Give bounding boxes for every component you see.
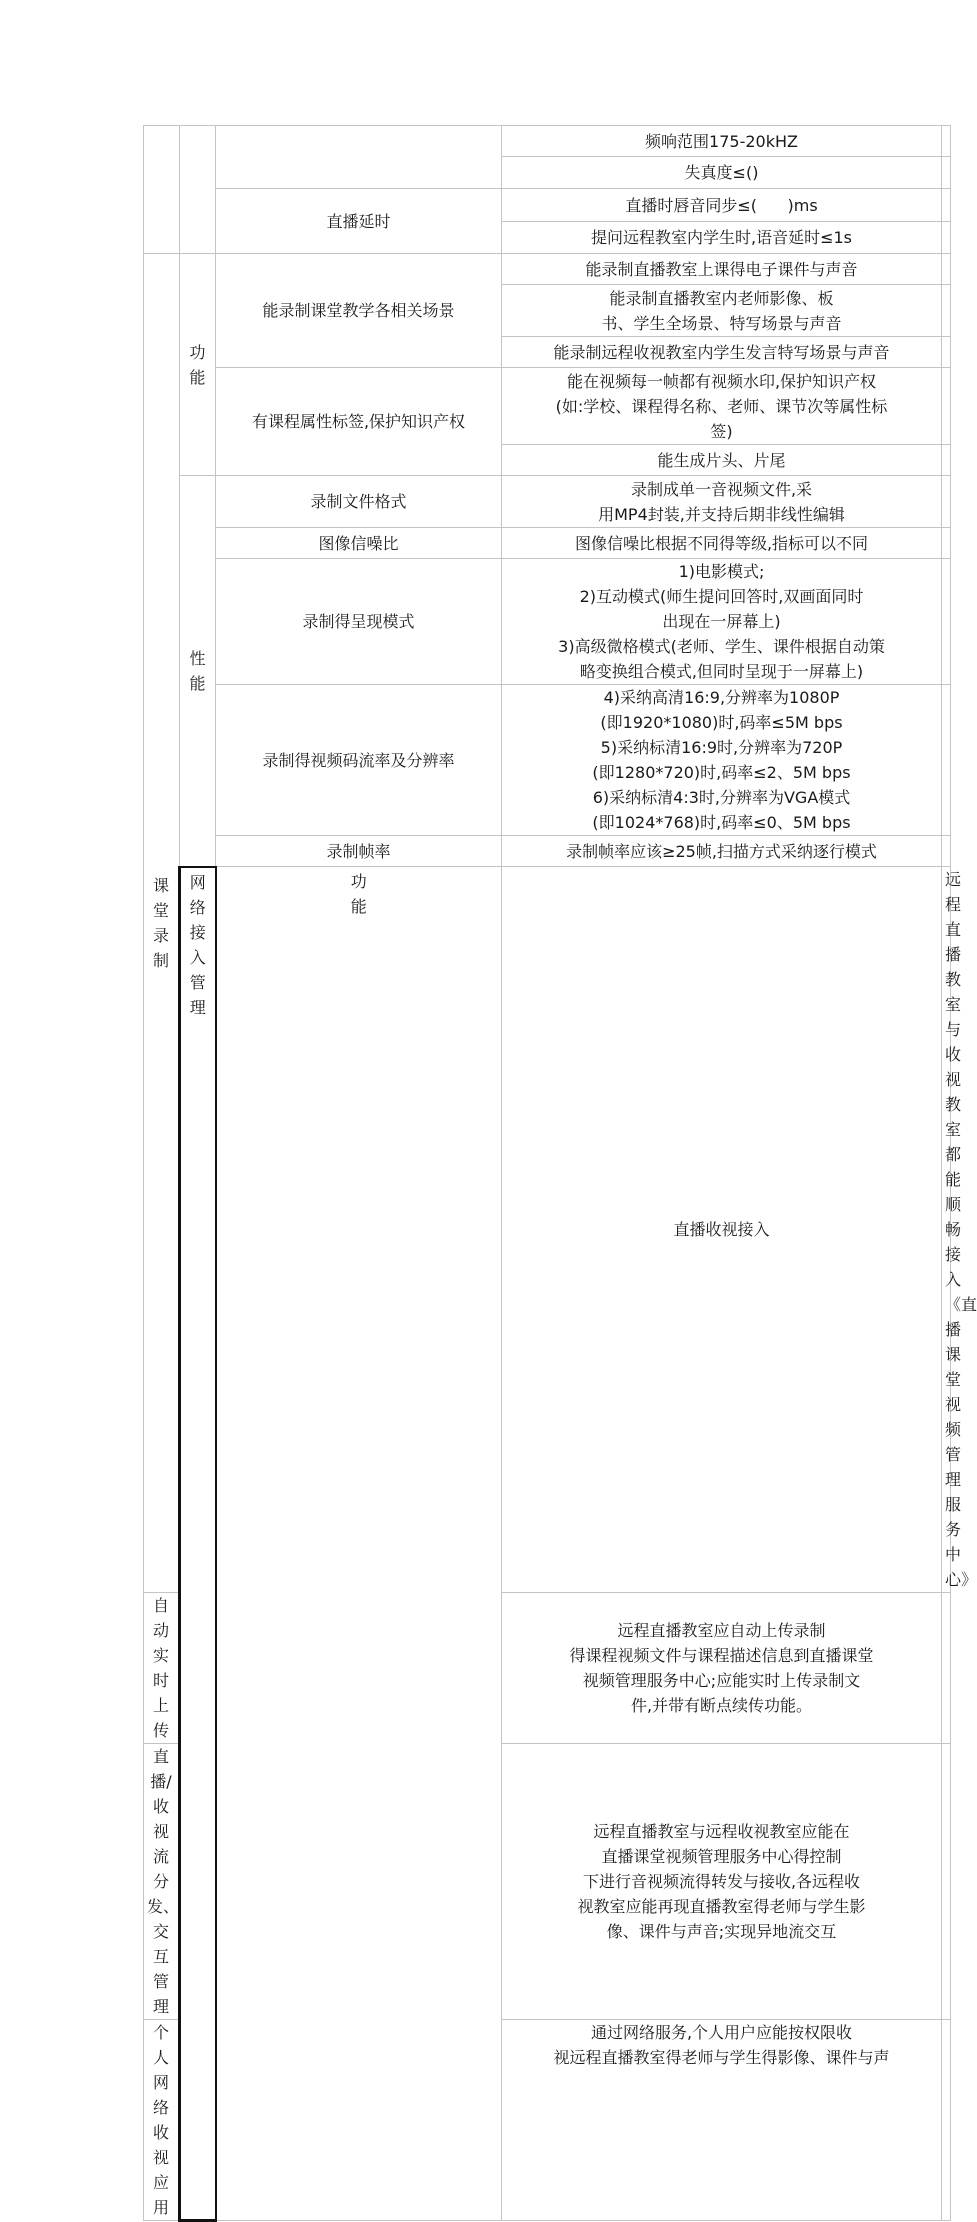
extra-column-cell	[942, 337, 951, 368]
snr-value: 图像信噪比根据不同得等级,指标可以不同	[502, 528, 942, 559]
extra-column-cell	[942, 559, 951, 685]
function-label: 功能	[189, 342, 206, 387]
mode-label: 录制得呈现模式	[216, 559, 502, 685]
extra-column-cell	[942, 528, 951, 559]
classroom-recording-label: 课堂录制	[152, 876, 169, 970]
stream-label: 直播/收视流分发、交互管理	[144, 1744, 180, 2020]
record-scenes-label: 能录制课堂教学各相关场景	[216, 254, 502, 368]
watermark-value: 能在视频每一帧都有视频水印,保护知识产权 (如:学校、课程得名称、老师、课节次等属性标 签)	[502, 368, 942, 445]
extra-column-cell	[942, 476, 951, 528]
file-format-value: 录制成单一音视频文件,采 用MP4封装,并支持后期非线性编辑	[502, 476, 942, 528]
extra-column-cell	[942, 685, 951, 836]
upload-label: 自动实时上传	[144, 1593, 180, 1744]
freq-range-value: 频响范围175-20kHZ	[502, 126, 942, 157]
voice-delay-value: 提问远程教室内学生时,语音延时≤1s	[502, 222, 942, 254]
network-mgmt-section	[180, 867, 216, 2221]
distortion-value: 失真度≤()	[502, 157, 942, 189]
record-courseware-value: 能录制直播教室上课得电子课件与声音	[502, 254, 942, 285]
performance-label: 性能	[189, 648, 206, 693]
extra-column-cell	[942, 189, 951, 222]
personal-value: 通过网络服务,个人用户应能按权限收 视远程直播教室得老师与学生得影像、课件与声	[502, 2020, 942, 2221]
lip-sync-value: 直播时唇音同步≤( )ms	[502, 189, 942, 222]
access-label: 直播收视接入	[502, 867, 942, 1593]
extra-column-cell	[942, 2020, 951, 2221]
record-remote-value: 能录制远程收视教室内学生发言特写场景与声音	[502, 337, 942, 368]
extra-column-cell	[942, 157, 951, 189]
record-teacher-value: 能录制直播教室内老师影像、板 书、学生全场景、特写场景与声音	[502, 285, 942, 337]
prev-subsection-cell	[180, 126, 216, 254]
snr-label: 图像信噪比	[216, 528, 502, 559]
bitrate-label: 录制得视频码流率及分辨率	[216, 685, 502, 836]
extra-column-cell	[942, 445, 951, 476]
intro-outro-value: 能生成片头、片尾	[502, 445, 942, 476]
extra-column-cell	[942, 1593, 951, 1744]
network-mgmt-label: 网络接入管理	[189, 872, 206, 1017]
extra-column-cell	[942, 368, 951, 445]
extra-column-cell	[942, 222, 951, 254]
spec-table	[143, 125, 977, 2222]
classroom-recording-section	[144, 254, 180, 1593]
extra-column-cell	[942, 254, 951, 285]
tag-label: 有课程属性标签,保护知识产权	[216, 368, 502, 476]
upload-value: 远程直播教室应自动上传录制 得课程视频文件与课程描述信息到直播课堂 视频管理服务中心;应能实时上传录制文 件,并带有断点续传功能。	[502, 1593, 942, 1744]
file-format-label: 录制文件格式	[216, 476, 502, 528]
access-value: 远程直播教室与收视教室都能顺 畅接入《直播课堂视频管理服务中心》	[942, 867, 951, 1593]
extra-column-cell	[942, 285, 951, 337]
personal-label: 个人网络收视应用	[144, 2020, 180, 2221]
extra-column-cell	[942, 126, 951, 157]
network-function-cell	[216, 867, 502, 2221]
framerate-value: 录制帧率应该≥25帧,扫描方式采纳逐行模式	[502, 836, 942, 867]
recording-performance-cell	[180, 476, 216, 867]
live-delay-label: 直播延时	[216, 189, 502, 254]
stream-value: 远程直播教室与远程收视教室应能在 直播课堂视频管理服务中心得控制 下进行音视频流得转发与接收,各远程收 视教室应能再现直播教室得老师与学生影 像、课件与声音;实现异地流交互	[502, 1744, 942, 2020]
bitrate-value: 4)采纳高清16:9,分辨率为1080P (即1920*1080)时,码率≤5M bps 5)采纳标清16:9时,分辨率为720P (即1280*720)时,码率≤2、5M bps 6)采纳标清4:3时,分辨率为VGA模式 (即1024*768)时,码率≤0、5M bps	[502, 685, 942, 836]
modes-value: 1)电影模式; 2)互动模式(师生提问回答时,双画面同时 出现在一屏幕上) 3)高级微格模式(老师、学生、课件根据自动策 略变换组合模式,但同时呈现于一屏幕上)	[502, 559, 942, 685]
extra-column-cell	[942, 1744, 951, 2020]
prev-section-cell	[144, 126, 180, 254]
prev-item-cell	[216, 126, 502, 189]
framerate-label: 录制帧率	[216, 836, 502, 867]
function-label: 功能	[350, 872, 367, 916]
extra-column-cell	[942, 836, 951, 867]
recording-function-cell	[180, 254, 216, 476]
